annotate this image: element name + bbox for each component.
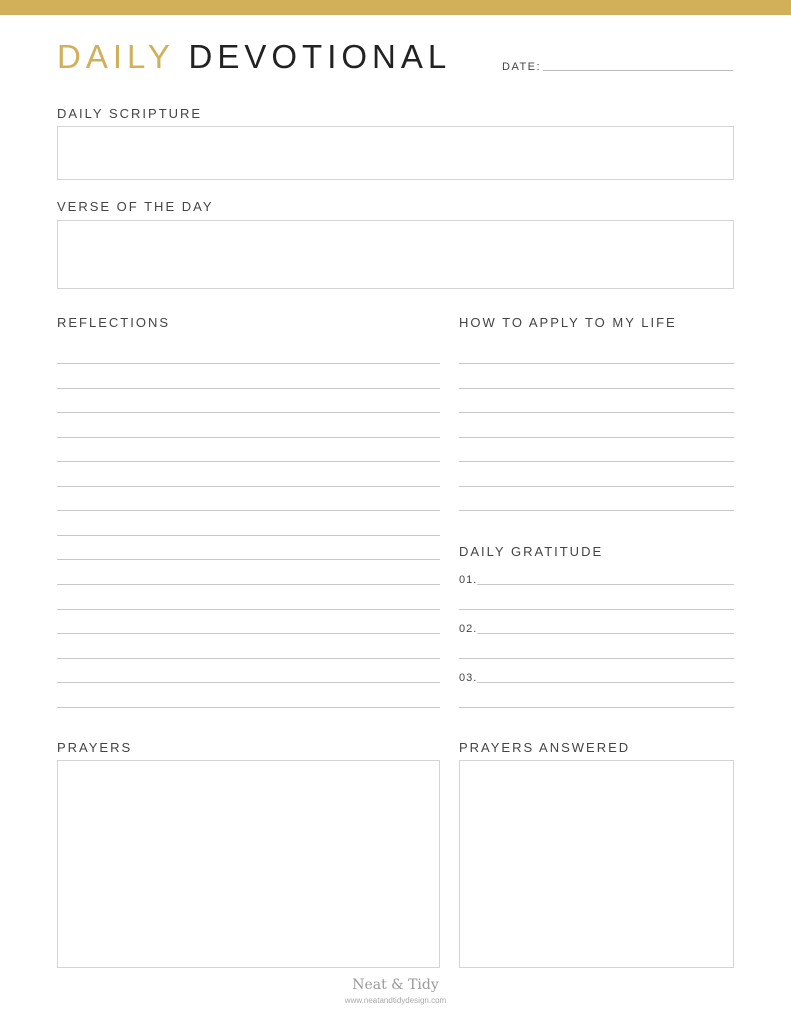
brand-logo: Neat & Tidy: [352, 977, 439, 993]
prayers-box[interactable]: [57, 760, 440, 968]
apply-heading: HOW TO APPLY TO MY LIFE: [459, 315, 677, 330]
gratitude-line[interactable]: [459, 658, 734, 659]
reflection-line[interactable]: [57, 633, 440, 634]
reflection-line[interactable]: [57, 363, 440, 364]
prayers-answered-box[interactable]: [459, 760, 734, 968]
reflection-line[interactable]: [57, 461, 440, 462]
top-accent-bar: [0, 0, 791, 15]
scripture-heading: DAILY SCRIPTURE: [57, 106, 203, 121]
reflection-line[interactable]: [57, 486, 440, 487]
reflection-line[interactable]: [57, 559, 440, 560]
gratitude-heading: DAILY GRATITUDE: [459, 544, 604, 559]
gratitude-line[interactable]: [477, 584, 734, 585]
reflection-line[interactable]: [57, 682, 440, 683]
gratitude-line[interactable]: [459, 707, 734, 708]
reflection-line[interactable]: [57, 584, 440, 585]
reflection-line[interactable]: [57, 609, 440, 610]
gratitude-line[interactable]: [477, 633, 734, 634]
prayers-answered-heading: PRAYERS ANSWERED: [459, 740, 631, 755]
date-label: DATE:: [502, 61, 542, 73]
reflection-line[interactable]: [57, 437, 440, 438]
apply-line[interactable]: [459, 388, 734, 389]
reflections-heading: REFLECTIONS: [57, 315, 171, 330]
gratitude-line[interactable]: [477, 682, 734, 683]
apply-line[interactable]: [459, 486, 734, 487]
title-accent: DAILY: [57, 38, 175, 75]
gratitude-line[interactable]: [459, 609, 734, 610]
gratitude-number: 01.: [459, 574, 478, 586]
page-title: [57, 38, 451, 76]
reflection-line[interactable]: [57, 510, 440, 511]
scripture-box[interactable]: [57, 126, 734, 180]
apply-line[interactable]: [459, 412, 734, 413]
gratitude-number: 03.: [459, 672, 478, 684]
reflection-line[interactable]: [57, 535, 440, 536]
apply-line[interactable]: [459, 461, 734, 462]
gratitude-number: 02.: [459, 623, 478, 635]
reflection-line[interactable]: [57, 707, 440, 708]
reflection-line[interactable]: [57, 388, 440, 389]
verse-heading: VERSE OF THE DAY: [57, 199, 214, 214]
date-field[interactable]: [543, 70, 733, 71]
apply-line[interactable]: [459, 437, 734, 438]
verse-box[interactable]: [57, 220, 734, 289]
brand-url: www.neatandtidydesign.com: [344, 996, 447, 1005]
title-main: DEVOTIONAL: [188, 38, 452, 75]
apply-line[interactable]: [459, 510, 734, 511]
reflection-line[interactable]: [57, 412, 440, 413]
prayers-heading: PRAYERS: [57, 740, 133, 755]
reflection-line[interactable]: [57, 658, 440, 659]
apply-line[interactable]: [459, 363, 734, 364]
